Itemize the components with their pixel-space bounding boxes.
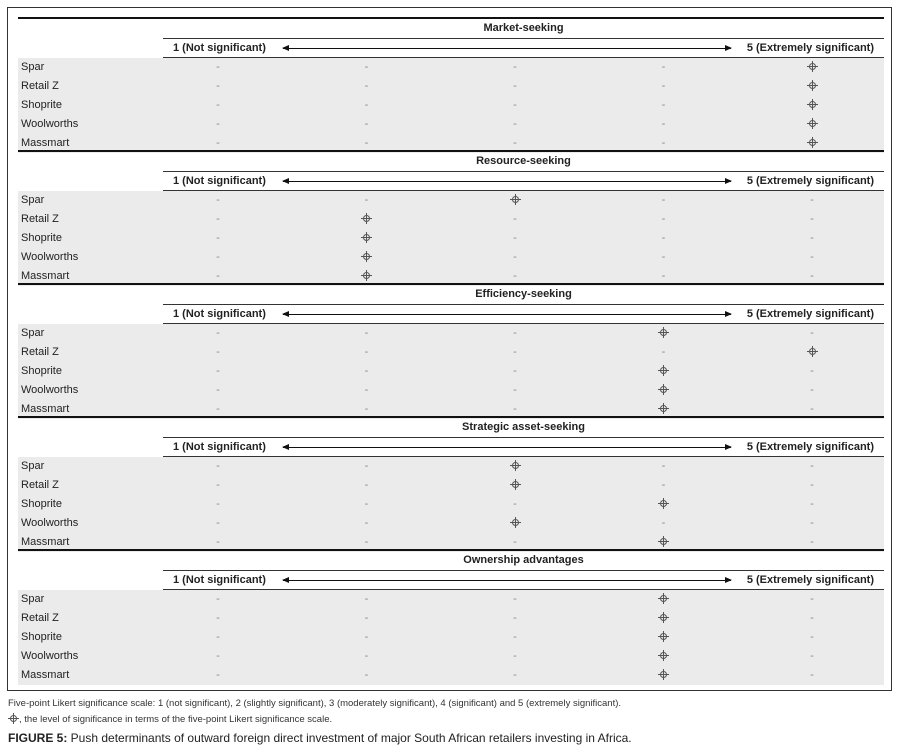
section-title: Ownership advantages	[463, 554, 584, 566]
significance-table	[18, 17, 884, 684]
empty-cell: -	[810, 669, 814, 681]
empty-cell: -	[216, 517, 220, 529]
empty-cell: -	[364, 327, 369, 339]
empty-cell: -	[216, 631, 220, 643]
empty-cell: -	[810, 498, 814, 510]
empty-cell: -	[216, 498, 220, 510]
significance-marker-icon	[441, 476, 589, 495]
retailer-name: Spar	[21, 61, 45, 73]
table-row	[18, 229, 884, 248]
empty-cell: -	[661, 479, 666, 491]
empty-cell: -	[661, 232, 666, 244]
empty-cell: -	[810, 232, 814, 244]
table-row	[18, 115, 884, 134]
scale-high-label: 5 (Extremely significant)	[746, 441, 874, 453]
scale-note: Five-point Likert significance scale: 1 (not significant), 2 (slightly significant), 3 (moderately significant), 4 (significant) and 5 (extremely significant).	[8, 698, 622, 709]
empty-cell: -	[364, 346, 369, 358]
empty-cell: -	[216, 612, 220, 624]
table-row	[18, 476, 884, 495]
scale-low-label: 1 (Not significant)	[173, 175, 266, 187]
empty-cell: -	[364, 460, 369, 472]
empty-cell: -	[364, 631, 369, 643]
empty-cell: -	[216, 61, 220, 73]
scale-high-label: 5 (Extremely significant)	[746, 42, 874, 54]
figure-caption	[8, 731, 632, 745]
significance-marker-icon	[738, 96, 886, 115]
empty-cell: -	[661, 137, 666, 149]
empty-cell: -	[364, 612, 369, 624]
section-strategic-asset-seeking	[18, 416, 884, 549]
empty-cell: -	[810, 327, 814, 339]
significance-marker-icon	[738, 343, 886, 362]
caption-text: Push determinants of outward foreign direct investment of major South African retailers investing in Africa.	[67, 731, 632, 745]
table-row	[18, 324, 884, 343]
empty-cell: -	[513, 232, 517, 244]
retailer-name: Massmart	[21, 536, 70, 548]
empty-cell: -	[661, 517, 666, 529]
section-market-seeking	[18, 17, 884, 150]
empty-cell: -	[513, 669, 517, 681]
retailer-name: Retail Z	[21, 213, 59, 225]
retailer-name: Massmart	[21, 270, 70, 282]
table-row	[18, 343, 884, 362]
scale-header	[163, 38, 884, 58]
empty-cell: -	[661, 80, 666, 92]
empty-cell: -	[810, 270, 814, 282]
table-row	[18, 609, 884, 628]
table-row	[18, 457, 884, 476]
significance-marker-icon	[293, 210, 441, 229]
scale-header	[163, 437, 884, 457]
significance-marker-icon	[590, 666, 738, 685]
table-row	[18, 514, 884, 533]
significance-marker-icon	[293, 248, 441, 267]
double-arrow-icon	[283, 48, 731, 49]
empty-cell: -	[661, 213, 666, 225]
significance-marker-icon	[590, 590, 738, 609]
empty-cell: -	[661, 346, 666, 358]
section-title-row	[18, 551, 884, 570]
table-row	[18, 590, 884, 609]
empty-cell: -	[513, 213, 517, 225]
empty-cell: -	[216, 669, 220, 681]
crosshair-marker-icon	[8, 713, 19, 724]
empty-cell: -	[513, 593, 517, 605]
empty-cell: -	[661, 251, 666, 263]
empty-cell: -	[364, 61, 369, 73]
double-arrow-icon	[283, 580, 731, 581]
retailer-name: Woolworths	[21, 118, 79, 130]
retailer-name: Shoprite	[21, 99, 62, 111]
empty-cell: -	[810, 251, 814, 263]
section-title: Market-seeking	[483, 22, 564, 34]
empty-cell: -	[216, 118, 220, 130]
empty-cell: -	[216, 650, 220, 662]
significance-marker-icon	[738, 58, 886, 77]
retailer-name: Shoprite	[21, 631, 62, 643]
empty-cell: -	[513, 270, 517, 282]
empty-cell: -	[364, 669, 369, 681]
empty-cell: -	[513, 365, 517, 377]
empty-cell: -	[661, 270, 666, 282]
table-row	[18, 381, 884, 400]
empty-cell: -	[364, 137, 369, 149]
empty-cell: -	[810, 194, 814, 206]
retailer-name: Spar	[21, 327, 45, 339]
section-title-row	[18, 19, 884, 38]
retailer-name: Retail Z	[21, 346, 59, 358]
scale-header	[163, 570, 884, 590]
section-efficiency-seeking	[18, 283, 884, 416]
empty-cell: -	[513, 612, 517, 624]
empty-cell: -	[364, 99, 369, 111]
empty-cell: -	[216, 99, 220, 111]
empty-cell: -	[810, 384, 814, 396]
table-row	[18, 628, 884, 647]
empty-cell: -	[216, 460, 220, 472]
empty-cell: -	[810, 517, 814, 529]
empty-cell: -	[810, 403, 814, 415]
empty-cell: -	[513, 650, 517, 662]
empty-cell: -	[364, 384, 369, 396]
significance-marker-icon	[738, 115, 886, 134]
empty-cell: -	[364, 403, 369, 415]
empty-cell: -	[513, 118, 517, 130]
significance-marker-icon	[590, 362, 738, 381]
significance-marker-icon	[590, 647, 738, 666]
empty-cell: -	[216, 593, 220, 605]
retailer-name: Spar	[21, 593, 45, 605]
empty-cell: -	[364, 118, 369, 130]
empty-cell: -	[810, 479, 814, 491]
table-row	[18, 191, 884, 210]
scale-low-label: 1 (Not significant)	[173, 574, 266, 586]
empty-cell: -	[513, 251, 517, 263]
empty-cell: -	[364, 498, 369, 510]
empty-cell: -	[661, 99, 666, 111]
significance-marker-icon	[441, 514, 589, 533]
section-title: Strategic asset-seeking	[462, 421, 585, 433]
scale-low-label: 1 (Not significant)	[173, 42, 266, 54]
retailer-name: Woolworths	[21, 650, 79, 662]
double-arrow-icon	[283, 447, 731, 448]
caption-label: FIGURE 5:	[8, 731, 68, 745]
significance-marker-icon	[738, 77, 886, 96]
empty-cell: -	[364, 365, 369, 377]
table-row	[18, 666, 884, 685]
empty-cell: -	[216, 403, 220, 415]
retailer-name: Shoprite	[21, 365, 62, 377]
retailer-name: Retail Z	[21, 612, 59, 624]
retailer-name: Woolworths	[21, 517, 79, 529]
table-row	[18, 96, 884, 115]
section-title-row	[18, 285, 884, 304]
empty-cell: -	[216, 213, 220, 225]
section-title: Resource-seeking	[476, 155, 571, 167]
empty-cell: -	[216, 384, 220, 396]
significance-marker-icon	[590, 324, 738, 343]
retailer-name: Massmart	[21, 669, 70, 681]
scale-low-label: 1 (Not significant)	[173, 308, 266, 320]
empty-cell: -	[513, 61, 517, 73]
empty-cell: -	[364, 536, 369, 548]
marker-note: , the level of significance in terms of the five-point Likert significance scale.	[8, 714, 332, 725]
table-row	[18, 77, 884, 96]
double-arrow-icon	[283, 314, 731, 315]
table-row	[18, 495, 884, 514]
section-resource-seeking	[18, 150, 884, 283]
retailer-name: Massmart	[21, 137, 70, 149]
retailer-name: Spar	[21, 194, 45, 206]
empty-cell: -	[513, 384, 517, 396]
empty-cell: -	[661, 460, 666, 472]
section-title: Efficiency-seeking	[475, 288, 572, 300]
table-row	[18, 248, 884, 267]
empty-cell: -	[810, 460, 814, 472]
empty-cell: -	[216, 536, 220, 548]
empty-cell: -	[216, 270, 220, 282]
retailer-name: Shoprite	[21, 498, 62, 510]
table-row	[18, 58, 884, 77]
empty-cell: -	[661, 194, 666, 206]
empty-cell: -	[216, 346, 220, 358]
significance-marker-icon	[590, 628, 738, 647]
retailer-name: Woolworths	[21, 384, 79, 396]
retailer-name: Retail Z	[21, 80, 59, 92]
scale-high-label: 5 (Extremely significant)	[746, 308, 874, 320]
empty-cell: -	[364, 517, 369, 529]
scale-low-label: 1 (Not significant)	[173, 441, 266, 453]
empty-cell: -	[513, 346, 517, 358]
section-title-row	[18, 152, 884, 171]
significance-marker-icon	[293, 229, 441, 248]
retailer-name: Woolworths	[21, 251, 79, 263]
empty-cell: -	[661, 118, 666, 130]
empty-cell: -	[513, 327, 517, 339]
section-title-row	[18, 418, 884, 437]
significance-marker-icon	[590, 381, 738, 400]
empty-cell: -	[216, 80, 220, 92]
empty-cell: -	[513, 99, 517, 111]
empty-cell: -	[513, 498, 517, 510]
scale-header	[163, 304, 884, 324]
empty-cell: -	[216, 251, 220, 263]
scale-high-label: 5 (Extremely significant)	[746, 175, 874, 187]
empty-cell: -	[810, 365, 814, 377]
empty-cell: -	[364, 479, 369, 491]
empty-cell: -	[661, 61, 666, 73]
empty-cell: -	[513, 137, 517, 149]
empty-cell: -	[513, 631, 517, 643]
empty-cell: -	[513, 80, 517, 92]
empty-cell: -	[513, 403, 517, 415]
retailer-name: Massmart	[21, 403, 70, 415]
retailer-name: Retail Z	[21, 479, 59, 491]
empty-cell: -	[364, 80, 369, 92]
empty-cell: -	[216, 194, 220, 206]
significance-marker-icon	[590, 495, 738, 514]
scale-high-label: 5 (Extremely significant)	[746, 574, 874, 586]
empty-cell: -	[364, 194, 369, 206]
section-ownership-advantages	[18, 549, 884, 684]
empty-cell: -	[216, 137, 220, 149]
empty-cell: -	[216, 479, 220, 491]
significance-marker-icon	[441, 457, 589, 476]
empty-cell: -	[216, 327, 220, 339]
double-arrow-icon	[283, 181, 731, 182]
scale-header	[163, 171, 884, 191]
empty-cell: -	[216, 232, 220, 244]
empty-cell: -	[810, 593, 814, 605]
empty-cell: -	[216, 365, 220, 377]
empty-cell: -	[810, 536, 814, 548]
empty-cell: -	[364, 650, 369, 662]
empty-cell: -	[364, 593, 369, 605]
table-row	[18, 210, 884, 229]
empty-cell: -	[810, 612, 814, 624]
table-row	[18, 647, 884, 666]
empty-cell: -	[810, 650, 814, 662]
empty-cell: -	[810, 631, 814, 643]
empty-cell: -	[810, 213, 814, 225]
retailer-name: Spar	[21, 460, 45, 472]
retailer-name: Shoprite	[21, 232, 62, 244]
significance-marker-icon	[590, 609, 738, 628]
table-row	[18, 362, 884, 381]
significance-marker-icon	[441, 191, 589, 210]
empty-cell: -	[513, 536, 517, 548]
